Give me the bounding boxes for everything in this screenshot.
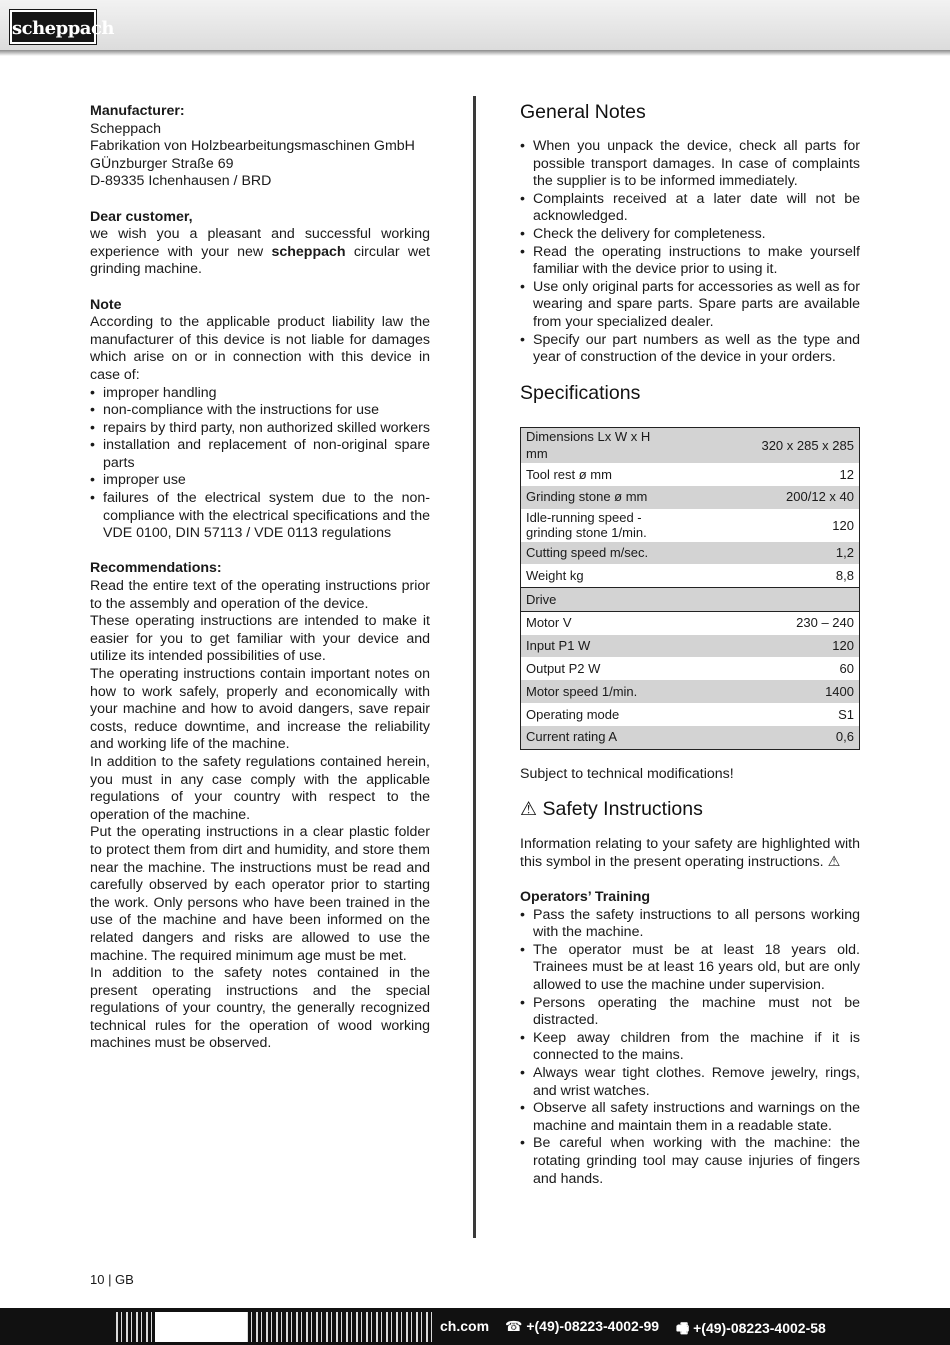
manufacturer-line: Scheppach — [90, 120, 161, 137]
operators-training-list — [520, 907, 860, 1189]
table-row — [521, 486, 860, 509]
list-item: • Observe all safety instructions and warnings on the machine and maintain them in a readable state. — [520, 1100, 860, 1135]
warning-triangle-icon: ⚠ — [827, 853, 841, 870]
spec-label: Dimensions Lx W x H mm — [521, 427, 667, 463]
spec-label: Input P1 W — [521, 635, 667, 658]
subject-note: Subject to technical modifications! — [520, 765, 734, 782]
spec-value: 60 — [839, 661, 854, 677]
brand-name: scheppach — [271, 243, 346, 260]
recommendation-paragraph: In addition to the safety regulations contained herein, you must in any case comply with the applicable regulations of your country with respect to the operation of the machine. — [90, 753, 430, 823]
spec-value: 120 — [832, 517, 854, 533]
warning-triangle-icon: ⚠ — [520, 799, 538, 821]
table-row — [521, 657, 860, 680]
recommendation-paragraph: Read the entire text of the operating instructions prior to the assembly and operation of the device. — [90, 578, 430, 612]
spec-label: Motor speed 1/min. — [521, 680, 667, 703]
spec-value: 320 x 285 x 285 — [666, 427, 860, 463]
footer-website[interactable]: ch.com — [440, 1318, 490, 1334]
table-row — [521, 463, 860, 486]
dear-customer-text: we wish you a pleasant and successful working experience with your new scheppach circular wet grinding machine. — [90, 226, 430, 278]
list-item: • Check the delivery for completeness. — [520, 226, 860, 244]
manufacturer-line: D-89335 Ichenhausen / BRD — [90, 173, 272, 190]
page-number: 10 | GB — [90, 1272, 134, 1287]
spec-value — [666, 588, 860, 612]
recommendation-paragraph: In addition to the safety notes contained in the present operating instructions and the special regulations of your country, the generally recognized technical rules for the operation of wood working machines must be observed. — [90, 965, 430, 1052]
manufacturer-label: Manufacturer: — [90, 103, 185, 119]
spec-label: Current rating A — [521, 726, 667, 749]
table-row — [521, 635, 860, 658]
note-list — [90, 385, 430, 543]
table-row — [521, 542, 860, 565]
spec-label: Idle-running speed - grinding stone 1/min. — [526, 510, 647, 540]
spec-label: Drive — [521, 588, 667, 612]
list-item: • non-compliance with the instructions for use — [90, 402, 430, 420]
list-item: • Complaints received at a later date will not be acknowledged. — [520, 191, 860, 226]
phone-icon: ☎ — [505, 1318, 523, 1334]
table-row — [521, 611, 860, 634]
barcode-block — [155, 1312, 247, 1342]
list-item: • The operator must be at least 18 years old. Trainees must be at least 16 years old, but are only allowed to use the machine under supervision. — [520, 942, 860, 995]
spec-label: Weight kg — [526, 567, 584, 583]
spec-value: 120 — [666, 635, 860, 658]
left-column — [90, 103, 430, 1053]
specifications-table — [520, 427, 860, 750]
footer-phone: ☎ +(49)-08223-4002-99 — [505, 1318, 660, 1334]
table-row — [521, 427, 860, 463]
recommendation-paragraph: These operating instructions are intended to make it easier for you to get familiar with your device and utilize its intended possibilities of use. — [90, 613, 430, 665]
page-header — [0, 0, 950, 51]
table-row — [521, 703, 860, 726]
manufacturer-line: Fabrikation von Holzbearbeitungsmaschinen GmbH — [90, 138, 415, 155]
list-item: • improper handling — [90, 385, 430, 403]
spec-value: 8,8 — [835, 567, 854, 583]
general-notes-heading: General Notes — [520, 101, 646, 123]
spec-value: 1,2 — [666, 542, 860, 565]
table-row — [521, 564, 860, 587]
manufacturer-line: GÜnzburger Straße 69 — [90, 155, 234, 172]
right-column — [520, 100, 860, 1188]
header-shadow — [0, 50, 950, 56]
recommendation-paragraph: The operating instructions contain important notes on how to work safely, properly and economically with your machine and how to avoid dangers, save repair costs, reduce downtime, and increase the reliability and working life of the machine. — [90, 666, 430, 753]
list-item: • Persons operating the machine must not be distracted. — [520, 995, 860, 1030]
list-item: • Read the operating instructions to make yourself familiar with the device prior to using it. — [520, 244, 860, 279]
specifications-heading: Specifications — [520, 381, 641, 404]
spec-value: 1400 — [666, 680, 860, 703]
table-row — [521, 588, 860, 612]
spec-value: S1 — [838, 706, 854, 722]
list-item: • Be careful when working with the machine: the rotating grinding tool may cause injuries of fingers and hands. — [520, 1135, 860, 1188]
spec-value: 230 – 240 — [796, 615, 854, 631]
general-notes-list — [520, 138, 860, 367]
recommendations-label: Recommendations: — [90, 560, 222, 577]
list-item: • Specify our part numbers as well as the type and year of construction of the device in your orders. — [520, 332, 860, 367]
spec-value: 12 — [839, 466, 854, 482]
spec-label: Motor V — [526, 615, 572, 631]
footer-fax: 🖷 +(49)-08223-4002-58 — [676, 1320, 826, 1336]
spec-value: 0,6 — [666, 726, 860, 749]
fax-icon: 🖷 — [676, 1320, 690, 1336]
spec-value: 200/12 x 40 — [666, 486, 860, 509]
footer-bar — [0, 1308, 950, 1345]
scheppach-logo: scheppach — [10, 10, 96, 44]
spec-label: Tool rest ø mm — [526, 466, 612, 482]
spec-label: Output P2 W — [526, 661, 601, 677]
spec-label: Cutting speed m/sec. — [521, 542, 667, 565]
note-label: Note — [90, 296, 122, 313]
list-item: • Always wear tight clothes. Remove jewelry, rings, and wrist watches. — [520, 1065, 860, 1100]
list-item: • improper use — [90, 472, 430, 490]
spec-label: Operating mode — [526, 706, 620, 722]
list-item: • Keep away children from the machine if it is connected to the mains. — [520, 1030, 860, 1065]
note-text: According to the applicable product liability law the manufacturer of this device is not liable for damages which arise on or in connection with this device in case of: — [90, 314, 430, 383]
table-row — [521, 509, 860, 542]
list-item: • installation and replacement of non-original spare parts — [90, 437, 430, 472]
table-row — [521, 726, 860, 749]
list-item: • repairs by third party, non authorized skilled workers — [90, 420, 430, 438]
column-divider — [473, 96, 476, 1238]
spec-label: Grinding stone ø mm — [521, 486, 667, 509]
recommendation-paragraph: Put the operating instructions in a clear plastic folder to protect them from dirt and humidity, and store them near the machine. The instructions must be read and carefully observed by each operator prior to starting the work. Only persons who have been trained in the use of the machine and have been informed on the related dangers and risks are allowed to use the machine. The required minimum age must be met. — [90, 824, 430, 964]
safety-intro: Information relating to your safety are highlighted with this symbol in the present operating instructions. ⚠ — [520, 836, 860, 870]
list-item: • Pass the safety instructions to all persons working with the machine. — [520, 907, 860, 942]
safety-instructions-heading: ⚠ Safety Instructions — [520, 798, 703, 821]
list-item: • Use only original parts for accessories as well as for wearing and spare parts. Spare parts are available from your specialized dealer. — [520, 279, 860, 332]
list-item: • failures of the electrical system due to the non-compliance with the electrical specifications and the VDE 0100, DIN 57113 / VDE 0113 regulations — [90, 490, 430, 543]
operators-training-label: Operators’ Training — [520, 889, 651, 906]
list-item: • When you unpack the device, check all parts for possible transport damages. In case of complaints the supplier is to be informed immediately. — [520, 138, 860, 191]
dear-customer-label: Dear customer, — [90, 208, 193, 225]
table-row — [521, 680, 860, 703]
